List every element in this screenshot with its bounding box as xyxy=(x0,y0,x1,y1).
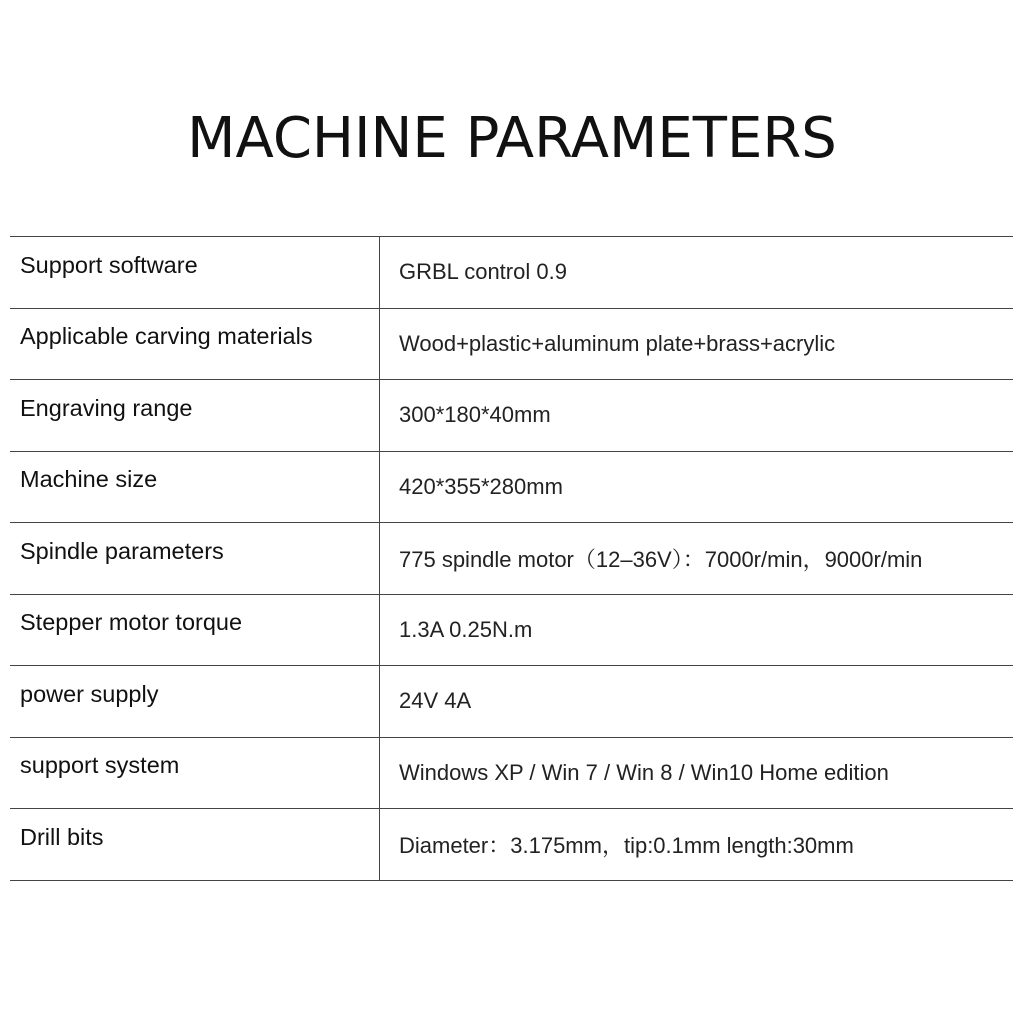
table-row-power-supply xyxy=(10,666,1013,738)
page-title: MACHINE PARAMETERS xyxy=(187,106,837,171)
row-label: Drill bits xyxy=(10,809,380,881)
row-label: Machine size xyxy=(10,451,380,523)
row-label: support system xyxy=(10,737,380,809)
row-label: Applicable carving materials xyxy=(10,308,380,380)
row-label: Spindle parameters xyxy=(10,523,380,595)
parameters-table xyxy=(10,236,1013,881)
table-row-drill-bits xyxy=(10,809,1013,881)
table-row-spindle-parameters xyxy=(10,523,1013,595)
row-value: Diameter：3.175mm，tip:0.1mm length:30mm xyxy=(380,809,1014,881)
table-row-support-system xyxy=(10,737,1013,809)
table-row-support-software xyxy=(10,237,1013,309)
row-label: Engraving range xyxy=(10,380,380,452)
table-row-machine-size xyxy=(10,451,1013,523)
row-value: Windows XP / Win 7 / Win 8 / Win10 Home edition xyxy=(380,737,1014,809)
row-value: 775 spindle motor（12–36V）：7000r/min，9000r/min xyxy=(380,523,1014,595)
row-value: GRBL control 0.9 xyxy=(380,237,1014,309)
row-label: Stepper motor torque xyxy=(10,594,380,666)
table-row-carving-materials xyxy=(10,308,1013,380)
table-row-stepper-torque xyxy=(10,594,1013,666)
row-value: Wood+plastic+aluminum plate+brass+acrylic xyxy=(380,308,1014,380)
row-value: 24V 4A xyxy=(380,666,1014,738)
table-row-engraving-range xyxy=(10,380,1013,452)
row-label: power supply xyxy=(10,666,380,738)
row-value: 300*180*40mm xyxy=(380,380,1014,452)
row-value: 1.3A 0.25N.m xyxy=(380,594,1014,666)
row-label: Support software xyxy=(10,237,380,309)
row-value: 420*355*280mm xyxy=(380,451,1014,523)
